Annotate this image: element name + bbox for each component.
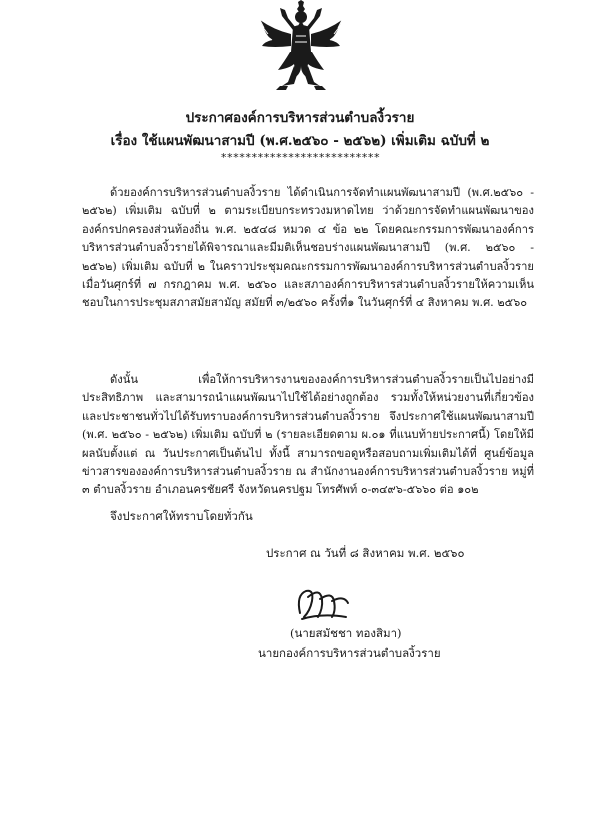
closing-line: จึงประกาศให้ทราบโดยทั่วกัน — [110, 509, 253, 523]
handwritten-signature-icon — [292, 583, 354, 623]
garuda-emblem-icon — [258, 0, 344, 92]
body-paragraph-1: ด้วยองค์การบริหารส่วนตำบลงิ้วราย ได้ดำเนินการจัดทำแผนพัฒนาสามปี (พ.ศ.๒๕๖๐ - ๒๕๖๒) เพิ่มเติม ฉบับที่ ๒ ตามระเบียบกระทรวงมหาดไทย ว่าด้วยการจัดทำแผนพัฒนาขององค์กรปกครองส่วนท้องถิ่น พ.ศ. ๒๕๔๘ หมวด ๔ ข้อ ๒๒ โดยคณะกรรมการพัฒนาองค์การบริหารส่วนตำบลงิ้วรายได้พิจารณาและมีมติเห็นชอบร่างแผนพัฒนาสามปี (พ.ศ. ๒๕๖๐ - ๒๕๖๒) เพิ่มเติม ฉบับที่ ๒ ในคราวประชุมคณะกรรมการพัฒนาองค์การบริหารส่วนตำบลงิ้วราย เมื่อวันศุกร์ที่ ๗ กรกฎาคม พ.ศ. ๒๕๖๐ และสภาองค์การบริหารส่วนตำบลงิ้วรายให้ความเห็นชอบในการประชุมสภาสมัยสามัญ สมัยที่ ๓/๒๕๖๐ ครั้งที่๑ ในวันศุกร์ที่ ๔ สิงหาคม พ.ศ. ๒๕๖๐ — [82, 186, 534, 310]
star-divider: ************************** — [220, 151, 380, 164]
announcement-date: ประกาศ ณ วันที่ ๘ สิงหาคม พ.ศ. ๒๕๖๐ — [266, 546, 465, 560]
signer-name: (นายสมัชชา ทองสิมา) — [290, 626, 402, 640]
body-paragraph-2: ดังนั้น เพื่อให้การบริหารงานขององค์การบริหารส่วนตำบลงิ้วรายเป็นไปอย่างมีประสิทธิภาพ และสามารถนำแผนพัฒนาไปใช้ได้อย่างถูกต้อง รวมทั้งให้หน่วยงานที่เกี่ยวข้องและประชาชนทั่วไปได้รับทราบองค์การบริหารส่วนตำบลงิ้วราย จึงประกาศใช้แผนพัฒนาสามปี (พ.ศ. ๒๕๖๐ - ๒๕๖๒) เพิ่มเติม ฉบับที่ ๒ (รายละเอียดตาม ผ.๐๑ ที่แนบท้ายประกาศนี้) โดยให้มีผลนับตั้งแต่ ณ วันประกาศเป็นต้นไป ทั้งนี้ สามารถขอดูหรือสอบถามเพิ่มเติมได้ที่ ศูนย์ข้อมูลข่าวสารขององค์การบริหารส่วนตำบลงิ้วราย ณ สำนักงานองค์การบริหารส่วนตำบลงิ้วราย หมู่ที่ ๓ ตำบลงิ้วราย อำเภอนครชัยศรี จังหวัดนครปฐม โทรศัพท์ ๐-๓๔๙๖-๕๖๖๐ ต่อ ๑๐๒ — [82, 373, 534, 497]
signer-title: นายกองค์การบริหารส่วนตำบลงิ้วราย — [258, 646, 441, 660]
announcement-title: ประกาศองค์การบริหารส่วนตำบลงิ้วราย — [185, 110, 415, 126]
announcement-subject: เรื่อง ใช้แผนพัฒนาสามปี (พ.ศ.๒๕๖๐ - ๒๕๖๒) เพิ่มเติม ฉบับที่ ๒ — [110, 133, 490, 149]
